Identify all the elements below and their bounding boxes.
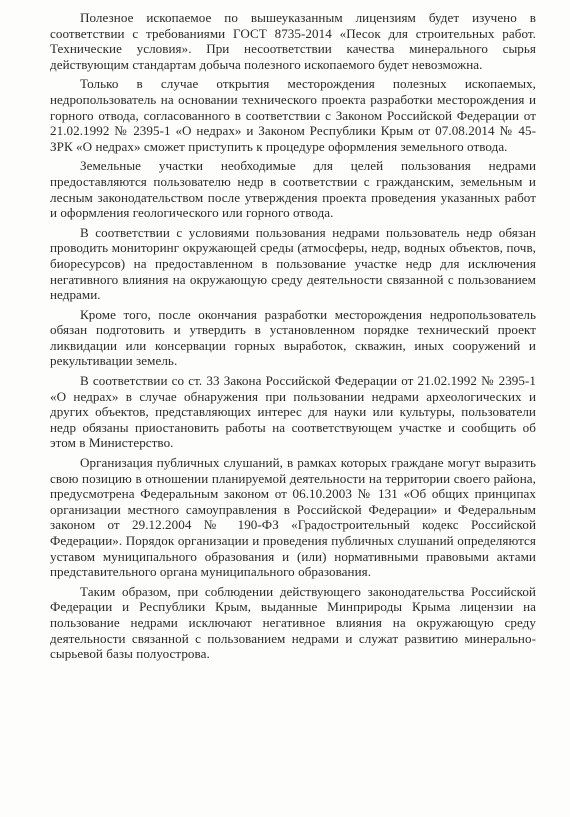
- paragraph-land-allotment: Только в случае открытия месторождения полезных ископаемых, недропользователь на основании технического проекта разработки месторождения и горного отвода, согласованного в соответствии с Законом Российской Федерации от 21.02.1992 № 2395-1 «О недрах» и Законом Республики Крым от 07.08.2014 № 45-ЗРК «О недрах» сможет приступить к процедуре оформления земельного отвода.: [50, 76, 536, 154]
- paragraph-conclusion: Таким образом, при соблюдении действующего законодательства Российской Федерации и Республики Крым, выданные Минприроды Крыма лицензии на пользование недрами исключают негативное влияния на окружающую среду деятельности связанной с пользованием недрами и служат развитию минерально-сырьевой базы полуострова.: [50, 583, 536, 662]
- paragraph-land-plots: Земельные участки необходимые для целей пользования недрами предоставляются пользователю недр в соответствии с гражданским, земельным и лесным законодательством после утверждения проекта проведения указанных работ и оформления геологического или горного отвода.: [50, 158, 536, 221]
- paragraph-public-hearings: Организация публичных слушаний, в рамках которых граждане могут выразить свою позицию в отношении планируемой деятельности на территории своего района, предусмотрена Федеральным законом от 06.10.2003 № 131 «Об общих принципах организации местного самоуправления в Российской Федерации» и Федеральным законом от 29.12.2004 № 190-ФЗ «Градостроительный кодекс Российской Федерации». Порядок организации и проведения публичных слушаний определяются уставом муниципального образования и (или) нормативными правовыми актами представительного органа муниципального образования.: [50, 455, 536, 580]
- paragraph-monitoring: В соответствии с условиями пользования недрами пользователь недр обязан проводить мониторинг окружающей среды (атмосферы, недр, водных объектов, почв, биоресурсов) на предоставленном в пользование участке недр для исключения негативного влияния на окружающую среду деятельности связанной с пользованием недрами.: [50, 224, 536, 303]
- paragraph-mineral-study: Полезное ископаемое по вышеуказанным лицензиям будет изучено в соответствии с требованиями ГОСТ 8735-2014 «Песок для строительных работ. Технические условия». При несоответствии качества минерального сырья действующим стандартам добыча полезного ископаемого будет невозможна.: [50, 10, 536, 72]
- paragraph-archaeology: В соответствии со ст. 33 Закона Российской Федерации от 21.02.1992 № 2395-1 «О недрах» в случае обнаружения при пользовании недрами археологических и других объектов, представляющих интерес для науки или культуры, пользователи недр обязаны приостановить работы на соответствующем участке и сообщить об этом в Министерство.: [50, 373, 536, 451]
- paragraph-liquidation: Кроме того, после окончания разработки месторождения недропользователь обязан подготовить и утвердить в установленном порядке технический проект ликвидации или консервации горных выработок, скважин, иных сооружений и рекультивации земель.: [50, 306, 536, 369]
